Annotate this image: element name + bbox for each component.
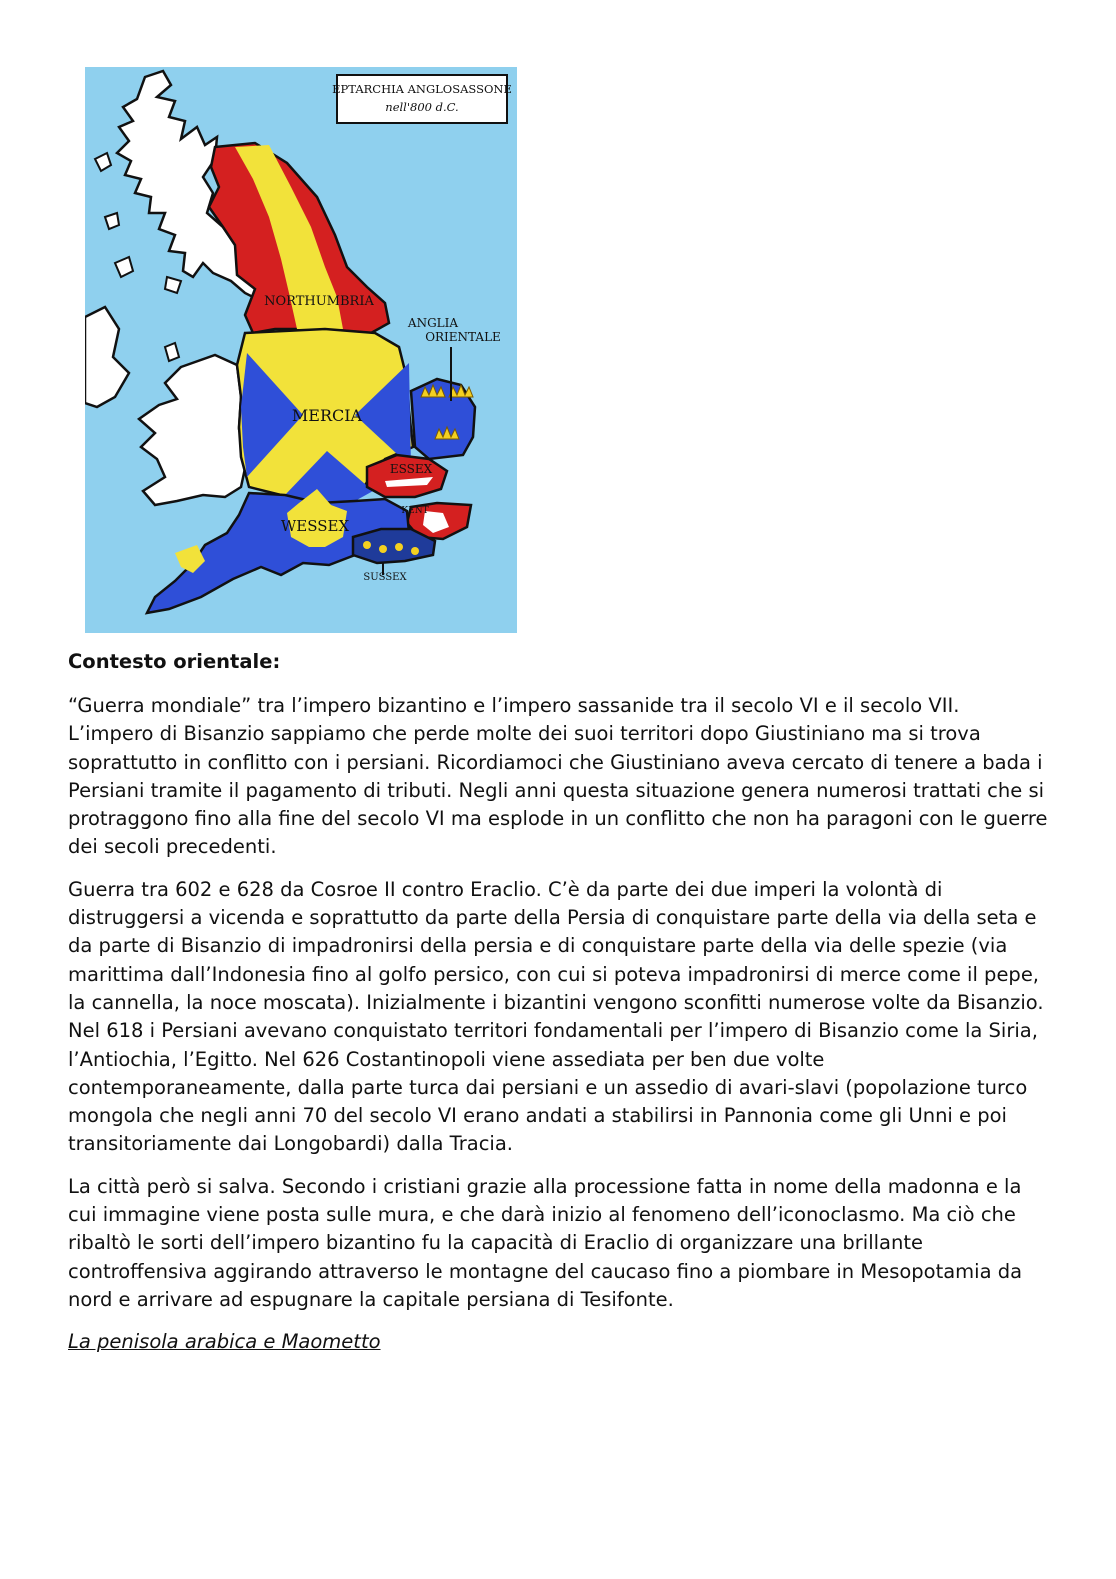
section-heading: Contesto orientale:: [68, 650, 281, 673]
label-sussex: SUSSEX: [363, 572, 407, 583]
paragraph-3: La città però si salva. Secondo i cristiani grazie alla processione fatta in nome della madonna e la cui immagine viene posta sulle mura, e che darà inizio al fenomeno dell’iconoclasmo. Ma ciò che ribaltò le sorti dell’impero bizantino fu la capacità di Eraclio di organizzare una brillante controffensiva aggirando attraverso le montagne del caucaso fino a piombare in Mesopotamia da nord e arrivare ad espugnare la capitale persiana di Tesifonte.: [68, 1174, 1023, 1311]
heptarchy-map: [85, 67, 517, 633]
map-title-line1: EPTARCHIA ANGLOSASSONE: [332, 82, 512, 96]
label-kent: KENT: [401, 506, 429, 516]
map-isle-4: [165, 277, 181, 293]
map-title-line2: nell'800 d.C.: [385, 100, 459, 114]
label-northumbria: NORTHUMBRIA: [264, 294, 374, 309]
label-wessex: WESSEX: [280, 517, 350, 535]
label-mercia: MERCIA: [291, 406, 363, 425]
label-essex: ESSEX: [389, 462, 433, 476]
label-anglia-2: ORIENTALE: [425, 330, 501, 344]
paragraph-2: Guerra tra 602 e 628 da Cosroe II contro Eraclio. C’è da parte dei due imperi la volontà di distruggersi a vicenda e soprattutto da parte della Persia di conquistare parte della via della seta e da parte di Bisanzio di impadronirsi della persia e di conquistare parte della via delle spezie (via marittima dall’Indonesia fino al golfo persico, con cui si poteva impadronirsi di merce come il pepe, la cannella, la noce moscata). Inizialmente i bizantini vengono sconfitti numerose volte da Bisanzio. Nel 618 i Persiani avevano conquistato territori fondamentali per l’impero di Bisanzio come la Siria, l’Antiochia, l’Egitto. Nel 626 Costantinopoli viene assediata per ben due volte contemporaneamente, dalla parte turca dai persiani e un assedio di avari-slavi (popolazione turco mongola che negli anni 70 del secolo VI erano andati a stabilirsi in Pannonia come gli Unni e poi transitoriamente dai Longobardi) dalla Tracia.: [68, 877, 1044, 1156]
document-body: [68, 648, 1048, 1356]
paragraph-1: “Guerra mondiale” tra l’impero bizantino e l’impero sassanide tra il secolo VI e il secolo VII. L’impero di Bisanzio sappiamo che perde molte dei suoi territori dopo Giustiniano ma si trova soprattutto in conflitto con i persiani. Ricordiamoci che Giustiniano aveva cercato di tenere a bada i Persiani tramite il pagamento di tributi. Negli anni questa situazione genera numerosi trattati che si protraggono fino alla fine del secolo VI ma esplode in un conflitto che non ha paragoni con le guerre dei secoli precedenti.: [68, 694, 1048, 859]
section-subheading: La penisola arabica e Maometto: [68, 1330, 381, 1354]
label-anglia-1: ANGLIA: [407, 316, 459, 330]
